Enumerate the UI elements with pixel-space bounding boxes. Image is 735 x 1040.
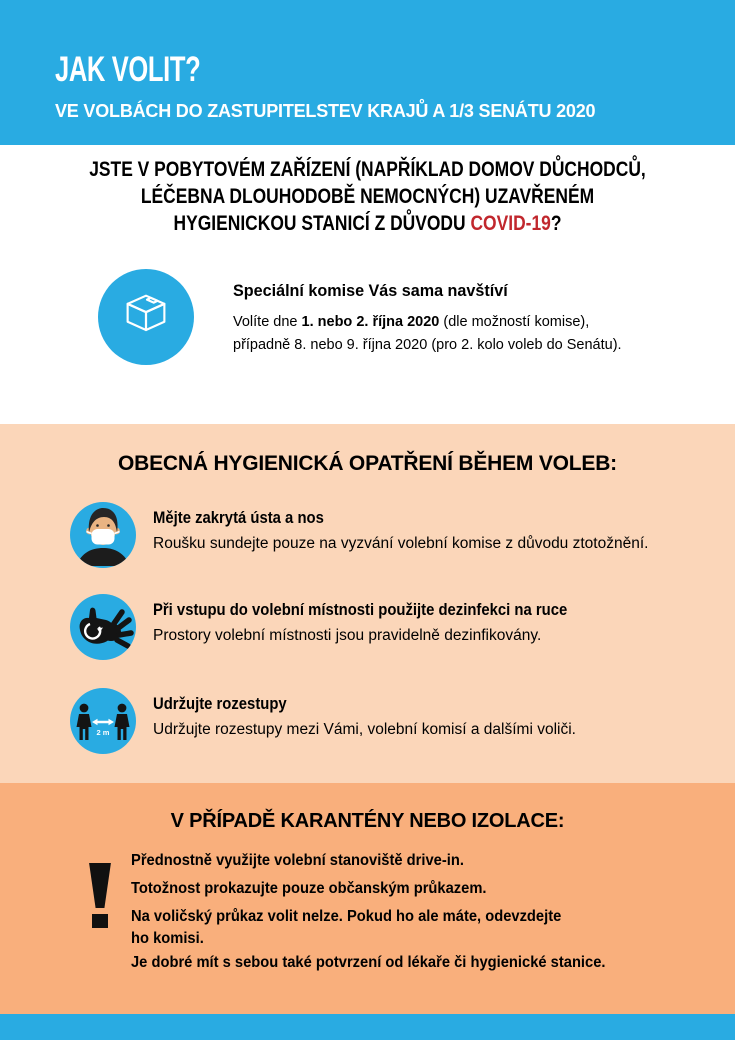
covid-19-highlight: COVID-19: [470, 212, 551, 235]
question-line-1: JSTE V POBYTOVÉM ZAŘÍZENÍ (NAPŘÍKLAD DOMOV DŮCHODCŮ,: [89, 158, 646, 181]
face-mask-icon: [70, 502, 136, 568]
quarantine-line-2: Totožnost prokazujte pouze občanským průkazem.: [131, 880, 487, 897]
footer-bar: [0, 1014, 735, 1040]
social-distance-icon: [70, 688, 136, 754]
visit-body: [233, 311, 622, 357]
question-heading: [62, 156, 672, 237]
visit-body-line-2: případně 8. nebo 9. října 2020 (pro 2. kolo voleb do Senátu).: [233, 337, 622, 353]
question-line-2: LÉČEBNA DLOUHODOBĚ NEMOCNÝCH) UZAVŘENÉM: [140, 185, 595, 208]
hygiene-item-1-description: Roušku sundejte pouze na vyzvání volební komise z důvodu ztotožnění.: [153, 535, 649, 552]
hygiene-item-2-title: Při vstupu do volební místnosti použijte dezinfekci na ruce: [153, 601, 568, 619]
visit-title: Speciální komise Vás sama navštíví: [233, 281, 508, 300]
quarantine-line-4: Je dobré mít s sebou také potvrzení od lékaře či hygienické stanice.: [131, 954, 606, 971]
quarantine-line-1: Přednostně využijte volební stanoviště drive-in.: [131, 852, 464, 869]
hygiene-item-1-title: Mějte zakrytá ústa a nos: [153, 509, 324, 527]
visit-body-line-1: Volíte dne 1. nebo 2. října 2020 (dle možností komise),: [233, 314, 590, 330]
exclamation-bar: [87, 863, 113, 908]
mask-icon-circle: [70, 502, 136, 568]
visit-dates-bold: 1. nebo 2. října 2020: [301, 314, 440, 330]
hygiene-item-2-description: Prostory volební místnosti jsou pravidelně dezinfikovány.: [153, 627, 542, 644]
question-line-3: HYGIENICKOU STANICÍ Z DŮVODU COVID-19?: [173, 212, 562, 235]
visit-icon-circle: [98, 269, 194, 365]
handwash-icon-circle: [70, 594, 136, 660]
exclamation-dot: [92, 914, 108, 928]
hygiene-item-3-description: Udržujte rozestupy mezi Vámi, volební komisí a dalšími voliči.: [153, 721, 576, 738]
hygiene-heading: OBECNÁ HYGIENICKÁ OPATŘENÍ BĚHEM VOLEB:: [118, 452, 617, 475]
distance-label: 2 m: [96, 727, 110, 737]
distance-icon-circle: [70, 688, 136, 754]
poster-subtitle: VE VOLBÁCH DO ZASTUPITELSTEV KRAJŮ A 1/3 SENÁTU 2020: [55, 101, 596, 121]
package-box-icon: [117, 286, 175, 349]
hygiene-item-3-title: Udržujte rozestupy: [153, 695, 287, 713]
exclamation-mark-icon: [87, 863, 113, 929]
hand-washing-icon: [70, 594, 136, 660]
quarantine-line-3: Na voličský průkaz volit nelze. Pokud ho ale máte, odevzdejte: [131, 908, 562, 925]
quarantine-line-3-continued: ho komisi.: [131, 930, 204, 947]
quarantine-heading: V PŘÍPADĚ KARANTÉNY NEBO IZOLACE:: [170, 810, 565, 832]
poster-title: JAK VOLIT?: [55, 50, 201, 89]
